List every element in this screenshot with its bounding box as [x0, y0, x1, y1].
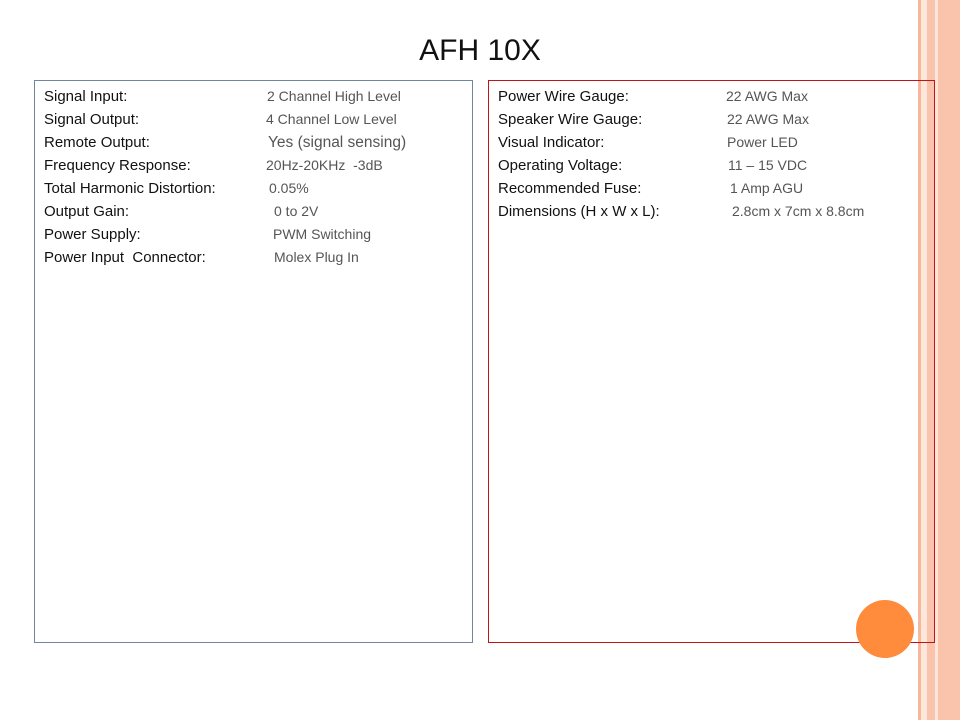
spec-value: 0.05% — [269, 180, 309, 196]
spec-value: 11 – 15 VDC — [728, 157, 808, 173]
spec-label: Recommended Fuse: — [498, 180, 642, 197]
slide-title: AFH 10X — [419, 34, 541, 67]
right-spec-panel — [488, 80, 935, 643]
spec-value: 4 Channel Low Level — [266, 111, 397, 127]
spec-label: Power Wire Gauge: — [498, 88, 629, 105]
spec-label: Signal Output: — [44, 111, 140, 128]
spec-label: Signal Input: — [44, 88, 128, 105]
spec-value: Power LED — [727, 134, 798, 150]
spec-label: Output Gain: — [44, 203, 130, 220]
spec-label: Visual Indicator: — [498, 134, 605, 151]
spec-label: Total Harmonic Distortion: — [44, 180, 216, 197]
spec-label: Frequency Response: — [44, 157, 191, 174]
spec-value: 1 Amp AGU — [730, 180, 804, 196]
spec-value: 2 Channel High Level — [267, 88, 401, 104]
decor-stripe-5 — [938, 0, 960, 720]
spec-value: 20Hz-20KHz -3dB — [266, 157, 383, 173]
spec-label: Power Supply: — [44, 226, 141, 243]
spec-label: Speaker Wire Gauge: — [498, 111, 643, 128]
spec-value: Molex Plug In — [274, 249, 359, 265]
left-spec-panel — [34, 80, 473, 643]
spec-label: Operating Voltage: — [498, 157, 623, 174]
orange-circle-decoration — [856, 600, 914, 658]
spec-label: Power Input Connector: — [44, 249, 206, 266]
spec-value: 0 to 2V — [274, 203, 319, 219]
spec-value: 22 AWG Max — [726, 88, 808, 104]
spec-value: PWM Switching — [273, 226, 372, 242]
spec-label: Dimensions (H x W x L): — [498, 203, 660, 220]
spec-label: Remote Output: — [44, 134, 150, 151]
spec-value: Yes (signal sensing) — [268, 134, 407, 151]
spec-value: 2.8cm x 7cm x 8.8cm — [732, 203, 865, 219]
spec-value: 22 AWG Max — [727, 111, 809, 127]
